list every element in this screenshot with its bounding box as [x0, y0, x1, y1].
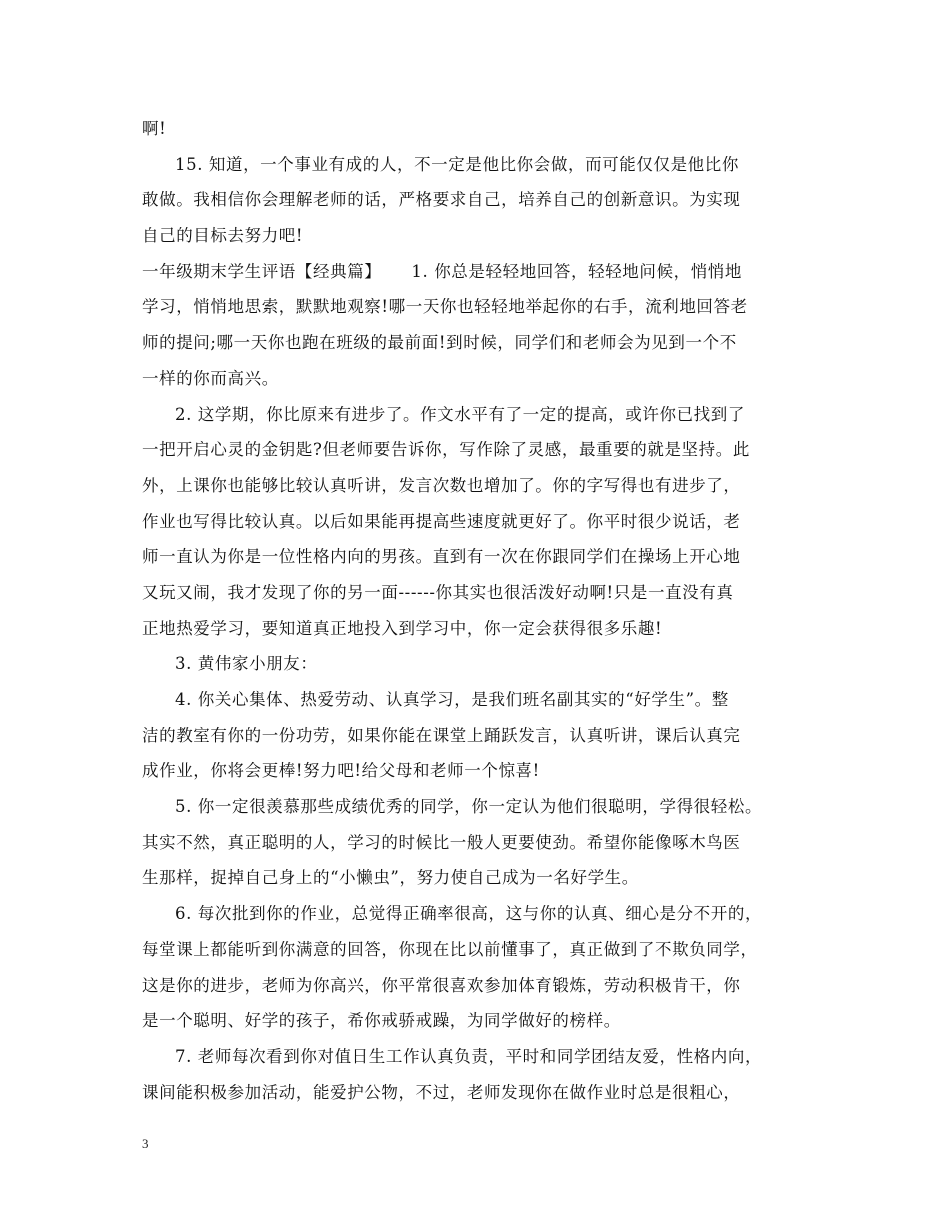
text-line: 一样的你而高兴。: [142, 368, 279, 388]
text-line: 作业也写得比较认真。以后如果能再提高些速度就更好了。你平时很少说话，老: [142, 511, 741, 531]
section-heading: 一年级期末学生评语【经典篇】: [142, 261, 382, 281]
text-line: 其实不然，真正聪明的人，学习的时候比一般人更要使劲。希望你能像啄木鸟医: [142, 832, 741, 852]
text-line: 成作业，你将会更棒!努力吧!给父母和老师一个惊喜!: [142, 761, 540, 781]
text-line: 每堂课上都能听到你满意的回答，你现在比以前懂事了，真正做到了不欺负同学，: [142, 939, 758, 959]
text-line: 洁的教室有你的一份功劳，如果你能在课堂上踊跃发言，认真听讲，课后认真完: [142, 725, 741, 745]
text-line: 一把开启心灵的金钥匙?但老师要告诉你，写作除了灵感，最重要的就是坚持。此: [142, 440, 750, 460]
paragraph-6-line-1: 6. 每次批到你的作业，总觉得正确率很高，这与你的认真、细心是分不开的，: [175, 904, 763, 924]
paragraph-1-start: 1. 你总是轻轻地回答，轻轻地问候，悄悄地: [411, 261, 742, 281]
document-body: [142, 111, 812, 1110]
text-line: 是一个聪明、好学的孩子，希你戒骄戒躁，为同学做好的榜样。: [142, 1011, 621, 1031]
paragraph-5-line-1: 5. 你一定很羡慕那些成绩优秀的同学，你一定认为他们很聪明，学得很轻松。: [175, 797, 763, 817]
text-line: 又玩又闹，我才发现了你的另一面------你其实也很活泼好动啊!只是一直没有真: [142, 582, 734, 602]
page-number: 3: [142, 1136, 149, 1151]
section-heading-line: [142, 254, 812, 290]
text-line: 敢做。我相信你会理解老师的话，严格要求自己，培养自己的创新意识。为实现: [142, 190, 741, 210]
paragraph-7-line-1: 7. 老师每次看到你对值日生工作认真负责，平时和同学团结友爱，性格内向，: [175, 1046, 763, 1066]
text-line: 师的提问;哪一天你也跑在班级的最前面!到时候，同学们和老师会为见到一个不: [142, 333, 737, 353]
paragraph-4-line-1: 4. 你关心集体、热爱劳动、认真学习，是我们班名副其实的“好学生”。整: [175, 690, 729, 709]
text-line: 外，上课你也能够比较认真听讲，发言次数也增加了。你的字写得也有进步了，: [142, 475, 741, 495]
text-line: 这是你的进步，老师为你高兴，你平常很喜欢参加体育锻炼，劳动积极肯干，你: [142, 975, 741, 995]
text-line: 课间能积极参加活动，能爱护公物，不过，老师发现你在做作业时总是很粗心，: [142, 1082, 741, 1102]
paragraph-2-line-1: 2. 这学期，你比原来有进步了。作文水平有了一定的提高，或许你已找到了: [175, 404, 745, 424]
paragraph-3-line-1: 3. 黄伟家小朋友：: [175, 654, 318, 674]
text-line: 自己的目标去努力吧!: [142, 226, 304, 246]
text-line: 啊!: [142, 119, 167, 138]
text-line: 师一直认为你是一位性格内向的男孩。直到有一次在你跟同学们在操场上开心地: [142, 547, 741, 567]
text-line: 生那样，捉掉自己身上的“小懒虫”，努力使自己成为一名好学生。: [142, 868, 639, 888]
paragraph-15-line-1: 15. 知道，一个事业有成的人，不一定是他比你会做，而可能仅仅是他比你: [175, 154, 739, 174]
text-line: 正地热爱学习，要知道真正地投入到学习中，你一定会获得很多乐趣!: [142, 618, 663, 638]
text-line: 学习，悄悄地思索，默默地观察!哪一天你也轻轻地举起你的右手，流利地回答老: [142, 297, 748, 317]
